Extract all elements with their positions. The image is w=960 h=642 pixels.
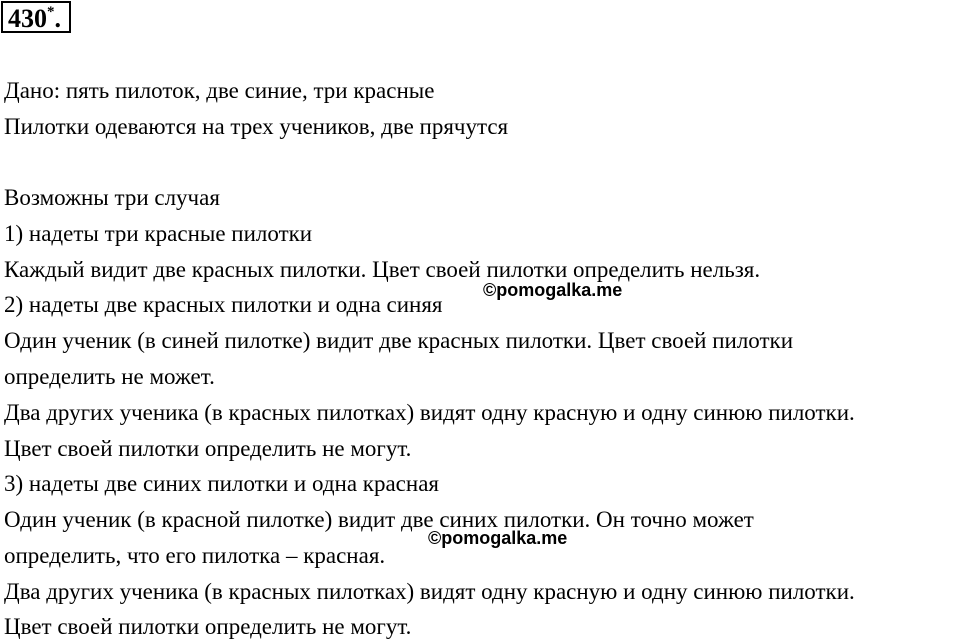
given-line: Дано: пять пилоток, две синие, три красные: [4, 78, 435, 103]
case-3-heading: 3) надеты две синих пилотки и одна красная: [4, 471, 439, 496]
watermark: ©pomogalka.me: [428, 528, 568, 548]
case-1-text: Каждый видит две красных пилотки. Цвет своей пилотки определить нельзя.: [4, 257, 761, 282]
case-2-text-line-2: определить не может.: [4, 364, 215, 389]
watermark: ©pomogalka.me: [483, 280, 623, 300]
case-2-text-line-1: Один ученик (в синей пилотке) видит две красных пилотки. Цвет своей пилотки: [4, 328, 794, 353]
task-number-dot: .: [54, 4, 61, 33]
task-number-box: [1, 1, 71, 33]
task-number: 430: [8, 4, 47, 33]
cases-intro-line: Возможны три случая: [4, 185, 220, 210]
given-condition-line: Пилотки одеваются на трех учеников, две прячутся: [4, 114, 509, 139]
case-1-heading: 1) надеты три красные пилотки: [4, 221, 313, 246]
case-3-text-line-4: Цвет своей пилотки определить не могут.: [4, 614, 412, 639]
case-3-text-line-3: Два других ученика (в красных пилотках) видят одну красную и одну синюю пилотки.: [4, 579, 855, 604]
case-2-heading: 2) надеты две красных пилотки и одна синяя: [4, 292, 443, 317]
case-2-text-line-3: Два других ученика (в красных пилотках) видят одну красную и одну синюю пилотки.: [4, 400, 855, 425]
case-3-text-line-2: определить, что его пилотка – красная.: [4, 543, 386, 568]
case-3-text-line-1: Один ученик (в красной пилотке) видит две синих пилотки. Он точно может: [4, 507, 754, 532]
case-2-text-line-4: Цвет своей пилотки определить не могут.: [4, 436, 412, 461]
task-difficulty-mark: *: [47, 4, 55, 20]
